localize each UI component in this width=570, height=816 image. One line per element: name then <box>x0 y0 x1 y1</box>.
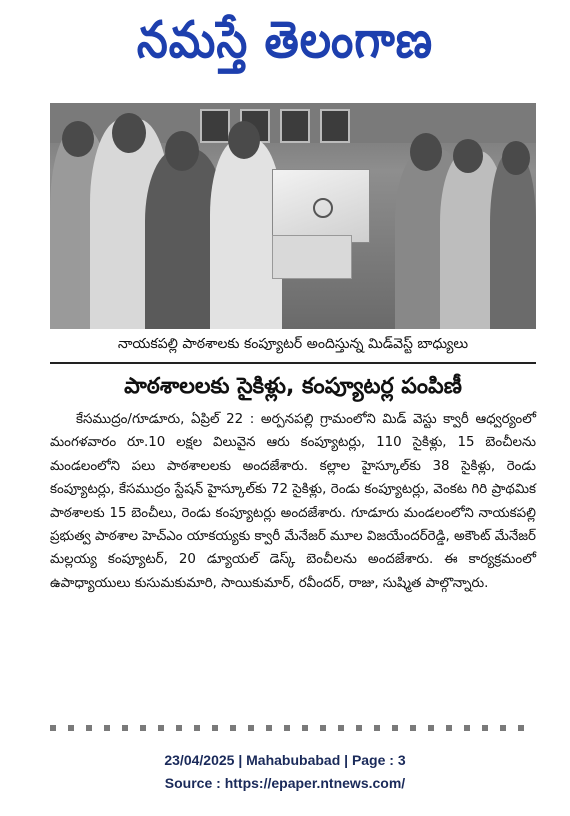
source-link[interactable]: Source : https://epaper.ntnews.com/ <box>164 775 406 791</box>
person-head <box>165 131 199 171</box>
newspaper-masthead <box>0 6 570 76</box>
person-head <box>502 141 530 175</box>
news-photo <box>50 103 536 329</box>
person-head <box>410 133 442 171</box>
person-head <box>453 139 483 173</box>
clipping-info: 23/04/2025 | Mahabubabad | Page : 3 <box>164 752 406 768</box>
article-headline: పాఠశాలలకు సైకిళ్లు, కంప్యూటర్ల పంపిణీ <box>124 374 462 399</box>
computer-carton <box>272 235 352 279</box>
person-figure <box>490 153 536 329</box>
masthead-title: నమస్తే తెలంగాణ <box>136 11 434 70</box>
person-head <box>62 121 94 157</box>
clipping-edge <box>50 725 536 731</box>
wall-frame <box>320 109 350 143</box>
laptop-box <box>272 169 370 243</box>
article-paragraph <box>50 408 536 595</box>
divider <box>50 362 536 364</box>
article-text: కేసముద్రం/గూడూరు, ఏప్రిల్ 22 : అర్పనపల్లి గ్రామంలోని మిడ్ వెస్టు క్వారీ ఆధ్వర్యంలో మంగళవారం రూ.10 లక్షల విలువైన ఆరు కంప్యూటర్లు, 110 సైకిళ్లు, 15 బెంచీలను మండలంలోని పలు పాఠశాలలకు అందజేశారు. కల్లాల హైస్కూల్‌కు 38 సైకిళ్లు, రెండు కంప్యూటర్లు, కేసముద్రం స్టేషన్ హైస్కూల్‌కు 72 సైకిళ్లు, రెండు కంప్యూటర్లు, వెంకట గిరి ప్రాథమిక పాఠశాలకు 15 బెంచీలు, రెండు కంప్యూటర్లు అందజేశారు. గూడూరు మండలంలోని నాయకపల్లి ప్రభుత్వ పాఠశాల హెచ్ఎం యాకయ్యకు క్వారీ మేనేజర్ మూల విజయేందర్‌రెడ్డి, అకౌంట్ మేనేజర్ మల్లయ్య కంప్యూటర్, 20 డ్యూయల్ డెస్క్ బెంచీలను అందజేశారు. ఈ కార్యక్రమంలో ఉపాధ్యాయులు కుసుమకుమారి, సాయికుమార్, రవీందర్, రాజు, సుష్మిత పాల్గొన్నారు. <box>50 412 536 591</box>
person-head <box>112 113 146 153</box>
dell-logo-icon <box>313 198 333 218</box>
wall-frame <box>280 109 310 143</box>
person-head <box>228 121 260 159</box>
photo-caption: నాయకపల్లి పాఠశాలకు కంప్యూటర్ అందిస్తున్న మిడ్‌వెస్ట్ బాధ్యులు <box>117 336 469 352</box>
article-body <box>50 408 536 595</box>
wall-frame <box>200 109 230 143</box>
